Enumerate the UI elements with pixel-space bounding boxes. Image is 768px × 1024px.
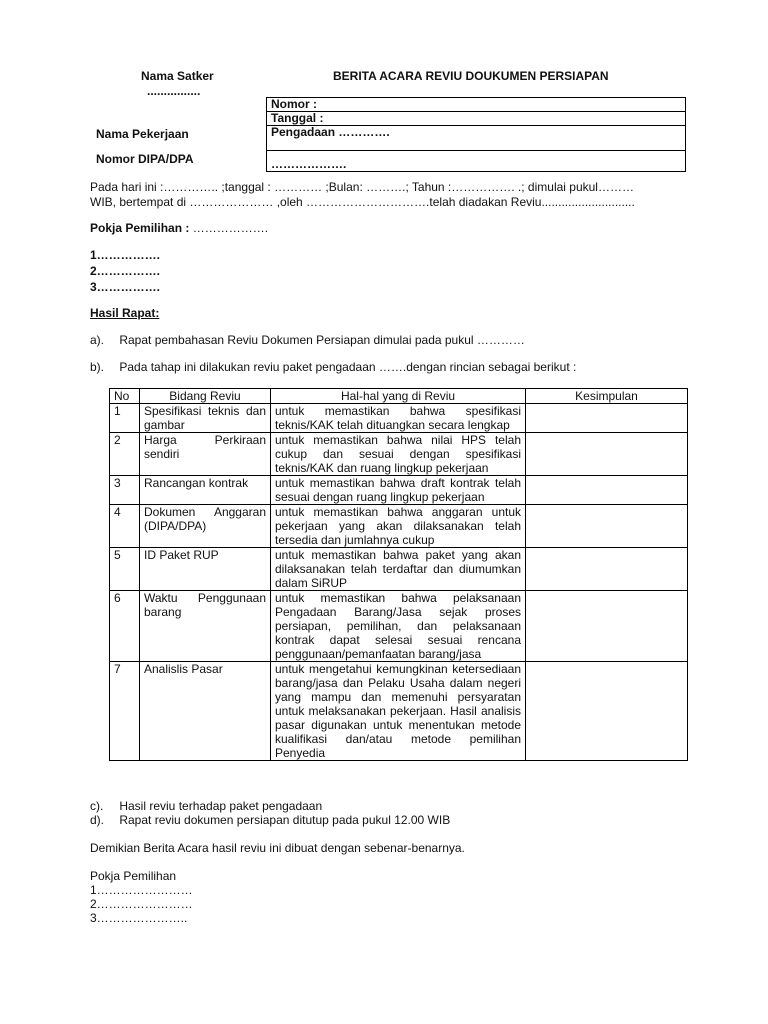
cell-hal: untuk mengetahui kemungkinan ketersediaan barang/jasa dan Pelaku Usaha dalam negeri yang mampu dan memenuhi persyaratan untuk melaksanakan pekerjaan. Hasil analisis pasar digunakan untuk menentukan metode kualifikasi dan/atau metode pemilihan Penyedia [271,662,526,761]
cell-no: 7 [110,662,140,761]
cell-bidang: Analislis Pasar [140,662,271,761]
hasil-item-text: Rapat reviu dokumen persiapan ditutup pada pukul 12.00 WIB [119,813,451,827]
pengadaan-field: Pengadaan …………. [267,126,686,151]
hasil-item-text: Rapat pembahasan Reviu Dokumen Persiapan dimulai pada pukul ………… [119,333,525,347]
hasil-item-b [90,360,576,374]
cell-hal: untuk memastikan bahwa pelaksanaan Pengadaan Barang/Jasa sejak proses persiapan, pemilihan, dan pelaksanaan kontrak dapat selesai sesuai rencana penggunaan/pemanfaatan barang/jasa [271,591,526,662]
intro-line-2: WIB, bertempat di ………………… ,oleh ………………………….telah diadakan Reviu............................ [90,195,635,209]
hasil-item-text: Hasil reviu terhadap paket pengadaan [119,799,323,813]
hasil-item-label: c). [90,799,104,813]
document-title: BERITA ACARA REVIU DOUKUMEN PERSIAPAN [333,69,609,83]
table-row [110,476,688,505]
table-row [110,404,688,433]
cell-no: 5 [110,548,140,591]
cell-kesimpulan [526,404,688,433]
cell-bidang: Waktu Penggunaan barang [140,591,271,662]
pokja-value: ………………. [192,221,269,235]
closing-statement: Demikian Berita Acara hasil reviu ini dibuat dengan sebenar-benarnya. [90,841,465,855]
cell-hal: untuk memastikan bahwa paket yang akan dilaksanakan telah terdaftar dan diumumkan dalam SiRUP [271,548,526,591]
signature-label: Pokja Pemilihan [90,869,177,883]
cell-kesimpulan [526,505,688,548]
table-row [110,505,688,548]
cell-hal: untuk memastikan bahwa anggaran untuk pekerjaan yang akan dilaksanakan telah tersedia dan jumlahnya cukup [271,505,526,548]
cell-bidang: Harga Perkiraan sendiri [140,433,271,476]
cell-bidang: Rancangan kontrak [140,476,271,505]
cell-bidang: ID Paket RUP [140,548,271,591]
hasil-title: Hasil Rapat: [90,306,160,320]
cell-no: 6 [110,591,140,662]
cell-hal: untuk memastikan bahwa spesifikasi teknis/KAK telah dituangkan secara lengkap [271,404,526,433]
hasil-item-c [90,799,322,813]
signature-member-1: 1…………………… [90,883,193,897]
hasil-item-d [90,813,450,827]
cell-bidang: Spesifikasi teknis dan gambar [140,404,271,433]
intro-line-1: Pada hari ini :………….. ;tanggal : ………… ;Bulan: ……….; Tahun :……………. .; dimulai pukul……… [90,180,634,194]
cell-no: 4 [110,505,140,548]
table-row [110,548,688,591]
cell-kesimpulan [526,476,688,505]
tanggal-field: Tanggal : [267,112,686,126]
table-row [110,433,688,476]
nomor-field: Nomor : [267,98,686,112]
cell-bidang: Dokumen Anggaran (DIPA/DPA) [140,505,271,548]
cell-kesimpulan [526,591,688,662]
col-header-hal: Hal-hal yang di Reviu [271,389,526,404]
pokja-member-2: 2……………. [90,264,161,278]
table-row [110,591,688,662]
table-header-row [110,389,688,404]
cell-no: 3 [110,476,140,505]
cell-hal: untuk memastikan bahwa nilai HPS telah cukup dan sesuai dengan spesifikasi teknis/KAK dan ruang lingkup pekerjaan [271,433,526,476]
satker-value: ................ [147,84,201,98]
col-header-bidang: Bidang Reviu [140,389,271,404]
table-row [110,662,688,761]
cell-kesimpulan [526,433,688,476]
cell-kesimpulan [526,662,688,761]
dipa-label: Nomor DIPA/DPA [96,152,194,166]
pokja-label: Pokja Pemilihan : [90,221,190,235]
cell-hal: untuk memastikan bahwa draft kontrak telah sesuai dengan ruang lingkup pekerjaan [271,476,526,505]
hasil-item-a [90,333,525,347]
cell-no: 1 [110,404,140,433]
hasil-item-label: a). [90,333,105,347]
header-box [266,97,686,172]
satker-label: Nama Satker [141,69,214,83]
review-table [109,388,688,761]
col-header-no: No [110,389,140,404]
pokja-member-3: 3……………. [90,280,161,294]
signature-member-3: 3………………….. [90,911,188,925]
pokja-line [90,221,268,235]
pekerjaan-label: Nama Pekerjaan [96,127,189,141]
hasil-item-label: d). [90,813,105,827]
cell-no: 2 [110,433,140,476]
hasil-item-text: Pada tahap ini dilakukan reviu paket pengadaan …….dengan rincian sebagai berikut : [119,360,577,374]
signature-member-2: 2…………………… [90,897,193,911]
col-header-kesimpulan: Kesimpulan [526,389,688,404]
hasil-item-label: b). [90,360,105,374]
dipa-field: ………………. [267,151,686,172]
cell-kesimpulan [526,548,688,591]
pokja-member-1: 1……………. [90,248,161,262]
